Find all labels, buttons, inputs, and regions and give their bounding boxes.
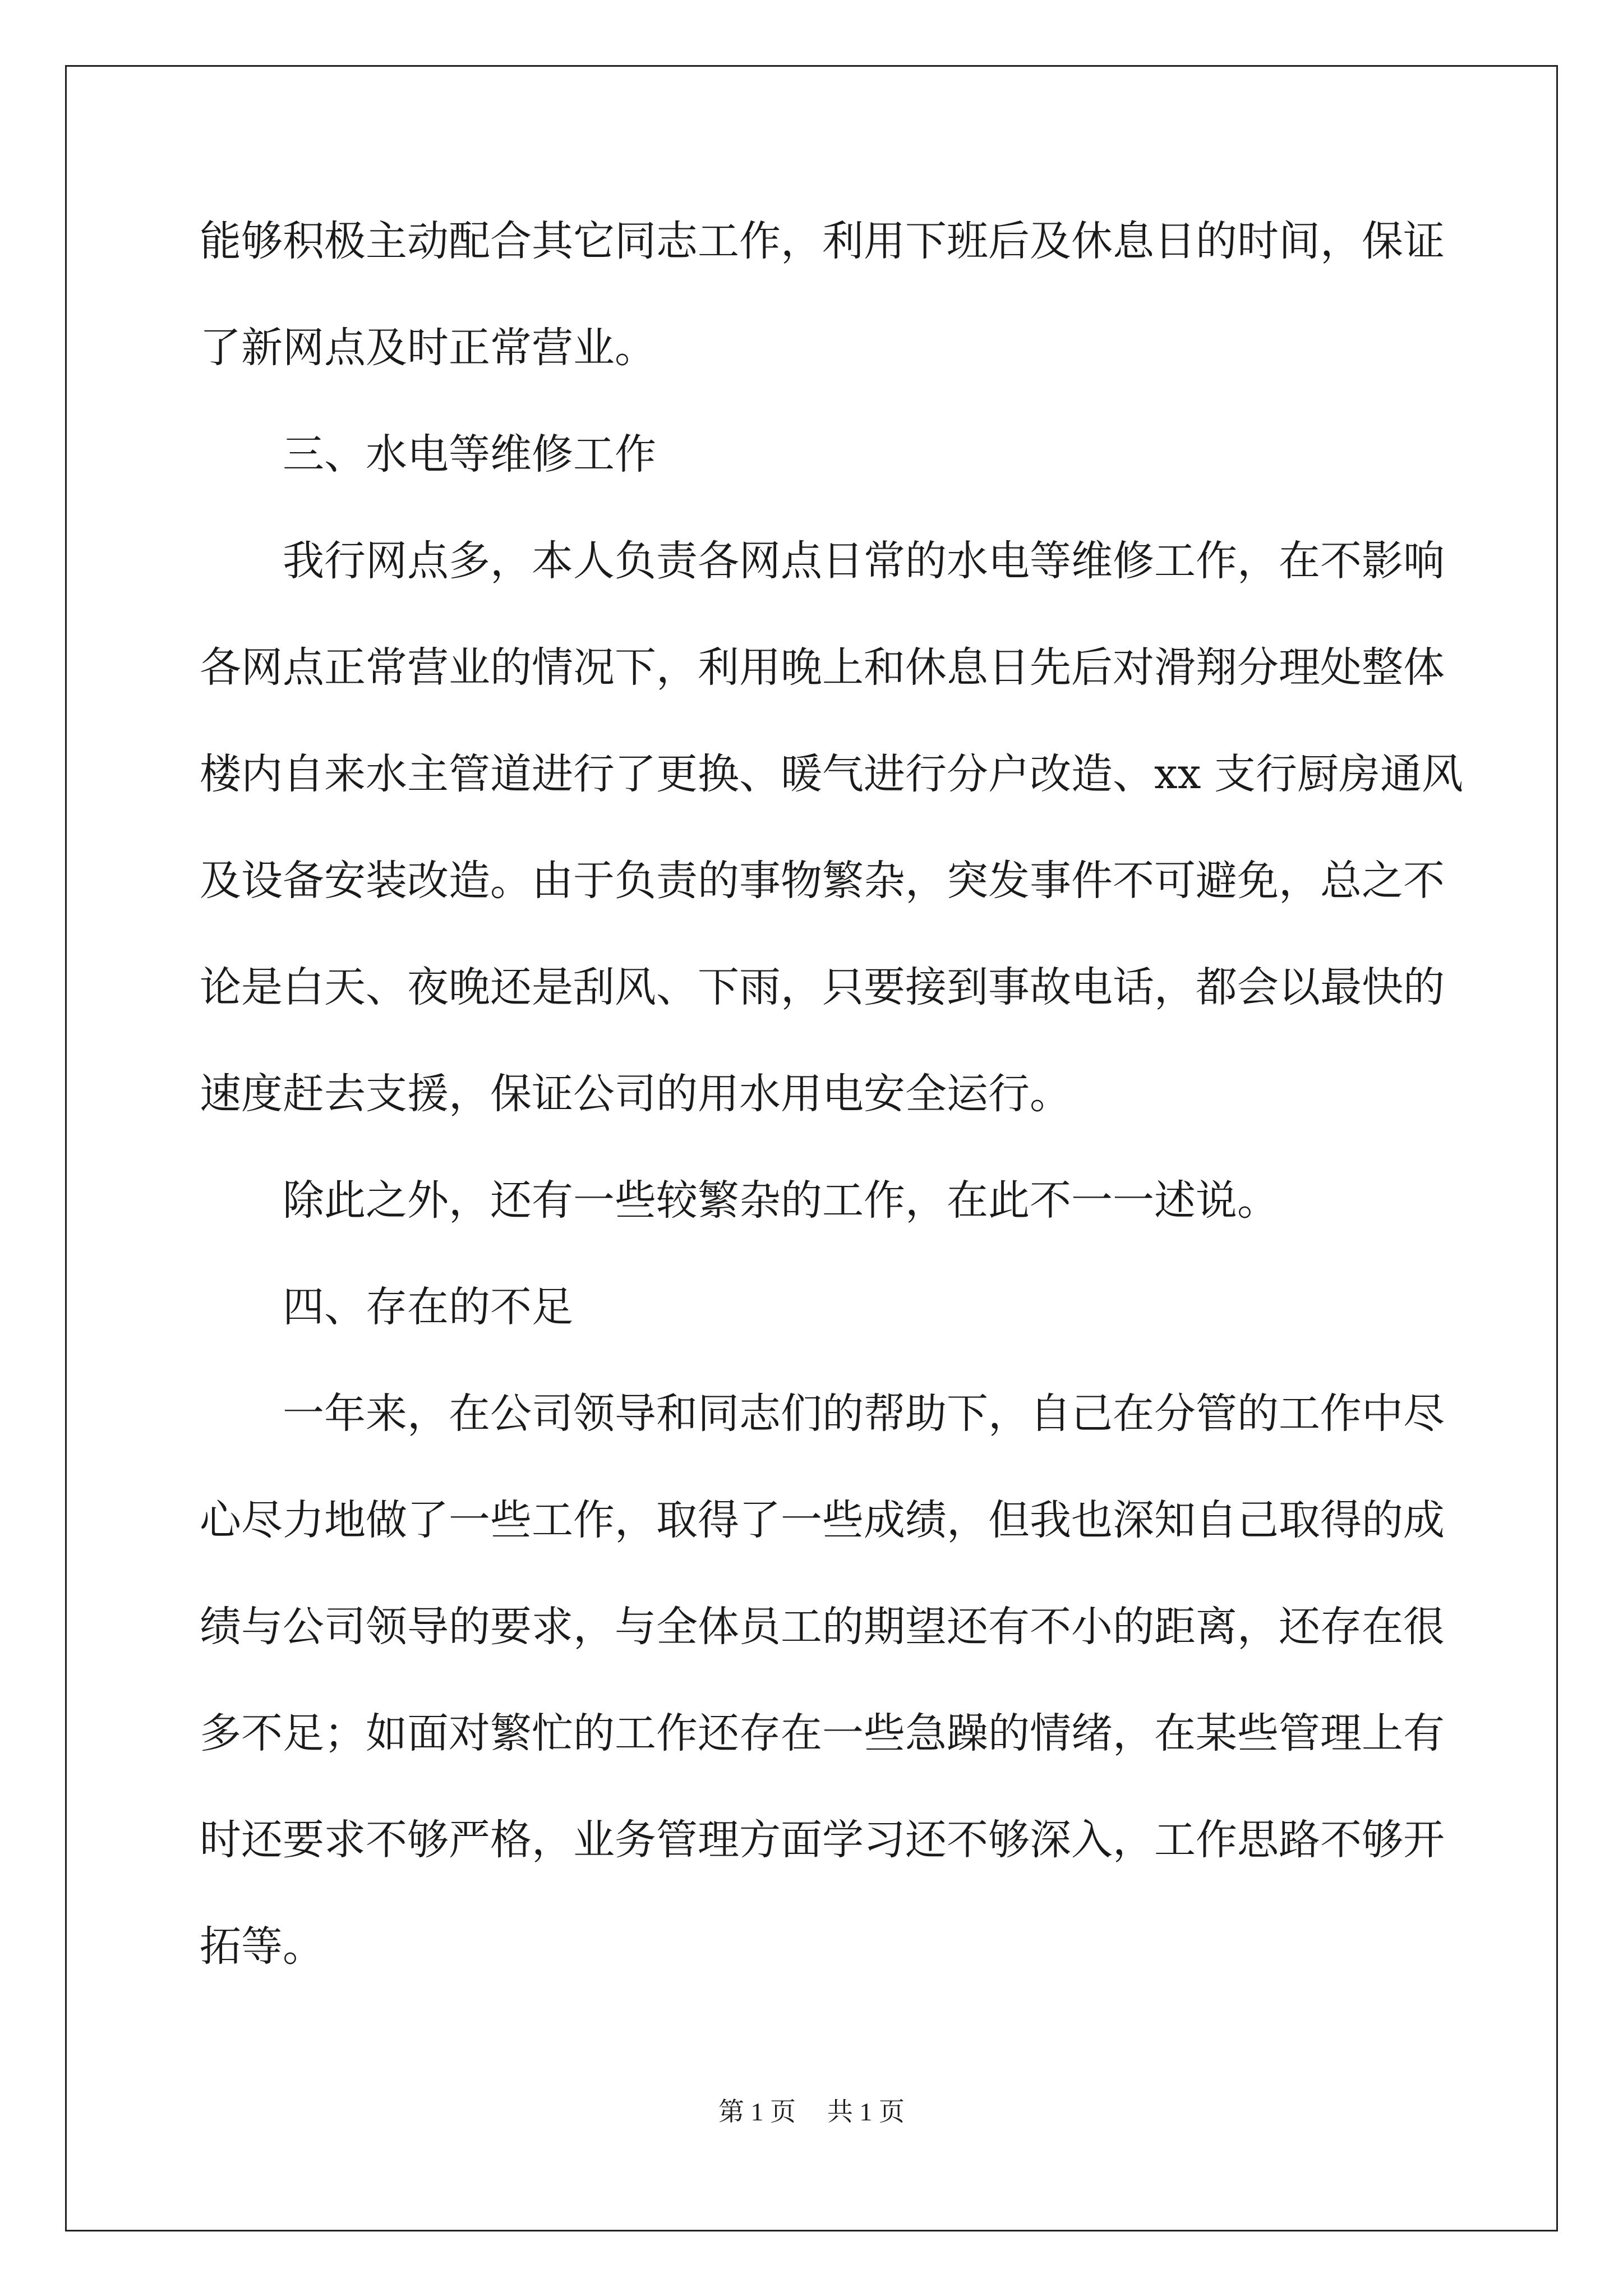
text-line: 楼内自来水主管道进行了更换、暖气进行分户改造、xx 支行厨房通风 [200, 750, 1463, 798]
text-line: 及设备安装改造。由于负责的事物繁杂，突发事件不可避免，总之不 [200, 857, 1445, 905]
text-line: 速度赶去支援，保证公司的用水用电安全运行。 [200, 1070, 1071, 1118]
section-heading: 四、存在的不足 [283, 1283, 573, 1331]
text-line: 心尽力地做了一些工作，取得了一些成绩，但我也深知自己取得的成 [200, 1496, 1445, 1544]
page-border [65, 65, 1558, 2231]
text-line: 了新网点及时正常营业。 [200, 324, 656, 372]
text-line: 一年来，在公司领导和同志们的帮助下，自己在分管的工作中尽 [283, 1389, 1445, 1438]
text-line: 时还要求不够严格，业务管理方面学习还不够深入，工作思路不够开 [200, 1816, 1445, 1864]
text-line: 各网点正常营业的情况下，利用晚上和休息日先后对滑翔分理处整体 [200, 643, 1445, 692]
text-line: 能够积极主动配合其它同志工作，利用下班后及休息日的时间，保证 [200, 217, 1445, 265]
text-line: 论是白天、夜晚还是刮风、下雨，只要接到事故电话，都会以最快的 [200, 963, 1445, 1011]
text-line: 我行网点多，本人负责各网点日常的水电等维修工作，在不影响 [283, 537, 1445, 585]
section-heading: 三、水电等维修工作 [283, 430, 656, 478]
page-number: 第 1 页 [718, 2097, 796, 2126]
text-line: 绩与公司领导的要求，与全体员工的期望还有不小的距离，还存在很 [200, 1603, 1445, 1651]
page-total: 共 1 页 [827, 2097, 905, 2126]
page-footer [0, 2095, 1623, 2129]
text-line: 除此之外，还有一些较繁杂的工作，在此不一一述说。 [283, 1176, 1279, 1225]
text-line: 拓等。 [200, 1922, 324, 1971]
text-line: 多不足；如面对繁忙的工作还存在一些急躁的情绪，在某些管理上有 [200, 1709, 1445, 1757]
